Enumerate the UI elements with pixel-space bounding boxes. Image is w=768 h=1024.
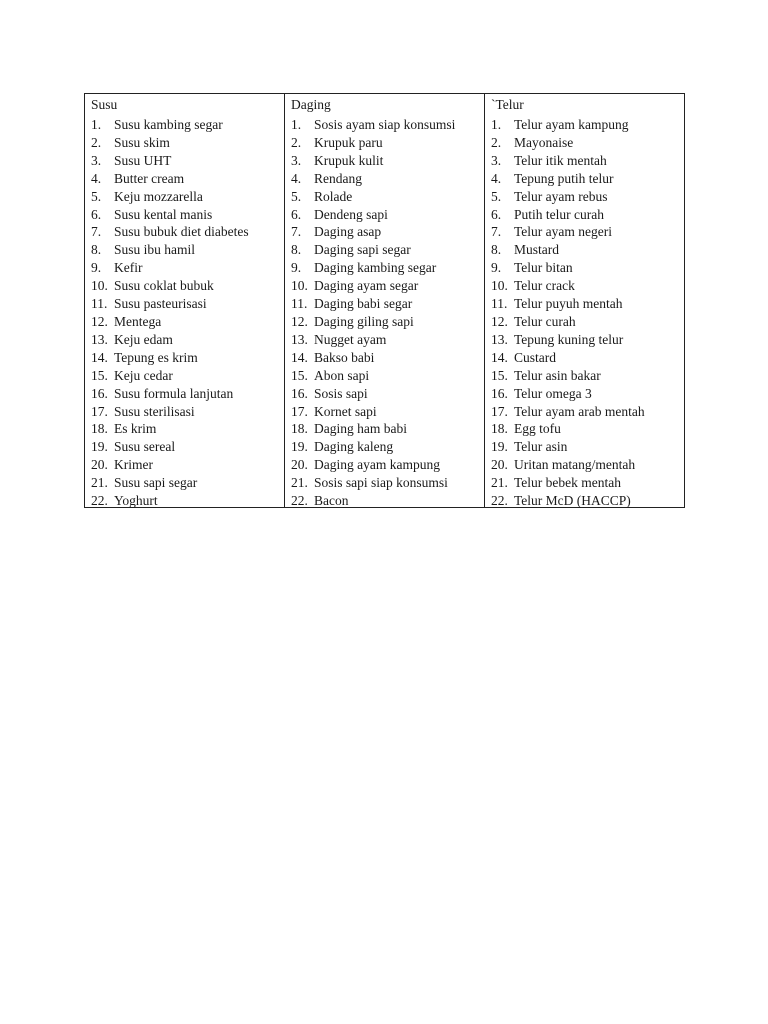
list-item-number: 15. <box>491 367 508 383</box>
list-item-text: Susu formula lanjutan <box>114 385 234 401</box>
list-item-text: Telur ayam negeri <box>514 224 613 240</box>
list-item-text: Nugget ayam <box>314 331 387 347</box>
column-susu <box>85 94 285 507</box>
list-item <box>291 474 484 492</box>
list-item <box>491 295 684 313</box>
list-susu <box>91 116 284 510</box>
list-item-number: 7. <box>91 224 102 240</box>
list-item <box>491 456 684 474</box>
list-item-text: Bakso babi <box>314 349 375 365</box>
list-item-number: 8. <box>491 242 502 258</box>
list-item-number: 17. <box>91 403 108 419</box>
list-item-number: 11. <box>91 296 108 312</box>
list-item <box>291 241 484 259</box>
list-item-number: 16. <box>291 385 308 401</box>
list-item-text: Egg tofu <box>514 421 561 437</box>
list-item-number: 4. <box>91 170 102 186</box>
list-item-number: 3. <box>91 152 102 168</box>
list-item-text: Uritan matang/mentah <box>514 457 636 473</box>
list-item-text: Daging ham babi <box>314 421 407 437</box>
list-item <box>491 188 684 206</box>
list-item <box>91 367 284 385</box>
list-item <box>91 206 284 224</box>
list-item-text: Telur itik mentah <box>514 152 607 168</box>
list-item <box>91 438 284 456</box>
list-item <box>291 331 484 349</box>
list-item-number: 19. <box>491 439 508 455</box>
list-item-text: Telur bitan <box>514 260 573 276</box>
list-item <box>291 385 484 403</box>
list-item-text: Susu sapi segar <box>114 475 198 491</box>
list-item-number: 20. <box>291 457 308 473</box>
list-item-number: 18. <box>491 421 508 437</box>
list-item <box>291 367 484 385</box>
list-item-text: Daging kaleng <box>314 439 394 455</box>
list-item-text: Krimer <box>114 457 153 473</box>
list-item <box>291 403 484 421</box>
list-item <box>91 241 284 259</box>
list-item-number: 5. <box>291 188 302 204</box>
list-item-text: Telur ayam arab mentah <box>514 403 645 419</box>
list-item-number: 16. <box>491 385 508 401</box>
list-item-text: Susu sereal <box>114 439 176 455</box>
list-item-text: Sosis sapi <box>314 385 368 401</box>
list-item-number: 2. <box>491 134 502 150</box>
list-item <box>91 295 284 313</box>
list-item-number: 14. <box>291 349 308 365</box>
list-item-text: Es krim <box>114 421 157 437</box>
list-item-number: 11. <box>291 296 308 312</box>
list-item-number: 8. <box>291 242 302 258</box>
list-item-text: Mustard <box>514 242 559 258</box>
list-item-text: Tepung kuning telur <box>514 331 624 347</box>
list-item <box>291 134 484 152</box>
list-item <box>91 385 284 403</box>
list-item-text: Susu bubuk diet diabetes <box>114 224 249 240</box>
list-item-number: 17. <box>291 403 308 419</box>
list-item <box>91 313 284 331</box>
list-item-number: 20. <box>91 457 108 473</box>
list-item-text: Krupuk kulit <box>314 152 384 168</box>
list-item-text: Susu sterilisasi <box>114 403 195 419</box>
list-item <box>91 420 284 438</box>
list-item-number: 12. <box>491 313 508 329</box>
list-item-text: Telur bebek mentah <box>514 475 622 491</box>
list-item <box>491 259 684 277</box>
list-item-text: Mentega <box>114 313 162 329</box>
list-item-number: 14. <box>91 349 108 365</box>
list-item-number: 13. <box>91 331 108 347</box>
list-item <box>291 456 484 474</box>
list-item-number: 8. <box>91 242 102 258</box>
list-item-text: Kornet sapi <box>314 403 377 419</box>
list-item <box>491 170 684 188</box>
list-item-text: Dendeng sapi <box>314 206 388 222</box>
list-item <box>291 438 484 456</box>
list-item-number: 3. <box>291 152 302 168</box>
list-item-text: Telur crack <box>514 278 575 294</box>
list-item <box>491 403 684 421</box>
list-item <box>491 116 684 134</box>
list-item <box>491 438 684 456</box>
list-item <box>491 223 684 241</box>
list-item-text: Telur omega 3 <box>514 385 592 401</box>
list-item-number: 18. <box>91 421 108 437</box>
column-header-daging: Daging <box>291 97 331 112</box>
list-item-text: Rolade <box>314 188 353 204</box>
list-item-text: Bacon <box>314 493 349 509</box>
list-item <box>91 116 284 134</box>
list-item-number: 10. <box>491 278 508 294</box>
list-item-text: Daging asap <box>314 224 382 240</box>
list-item <box>91 152 284 170</box>
list-item-text: Kefir <box>114 260 143 276</box>
list-item <box>91 188 284 206</box>
list-item-number: 2. <box>91 134 102 150</box>
list-item-number: 21. <box>491 475 508 491</box>
list-item <box>491 349 684 367</box>
list-item-text: Telur ayam rebus <box>514 188 608 204</box>
list-item-text: Putih telur curah <box>514 206 604 222</box>
list-item-text: Keju cedar <box>114 367 173 383</box>
list-item-text: Susu kambing segar <box>114 117 223 132</box>
list-item-number: 14. <box>491 349 508 365</box>
list-item-number: 4. <box>491 170 502 186</box>
list-item-text: Daging ayam kampung <box>314 457 440 473</box>
list-item-number: 17. <box>491 403 508 419</box>
list-item <box>491 367 684 385</box>
list-item <box>291 349 484 367</box>
list-item-number: 21. <box>291 475 308 491</box>
list-item-text: Susu UHT <box>114 152 172 168</box>
list-item-number: 6. <box>491 206 502 222</box>
list-item <box>291 313 484 331</box>
list-item-text: Daging babi segar <box>314 296 413 312</box>
list-item-text: Rendang <box>314 170 362 186</box>
list-daging <box>291 116 484 510</box>
list-item-number: 22. <box>491 493 508 509</box>
list-item-text: Sosis ayam siap konsumsi <box>314 117 456 132</box>
list-item-text: Susu ibu hamil <box>114 242 196 258</box>
list-item-text: Daging sapi segar <box>314 242 411 258</box>
list-item-number: 2. <box>291 134 302 150</box>
list-item-number: 6. <box>91 206 102 222</box>
column-header-susu: Susu <box>91 97 118 112</box>
list-item <box>91 170 284 188</box>
list-item <box>291 492 484 510</box>
list-item-text: Tepung es krim <box>114 349 198 365</box>
list-item <box>291 295 484 313</box>
column-daging <box>285 94 485 507</box>
list-item-number: 4. <box>291 170 302 186</box>
list-item <box>91 134 284 152</box>
list-item-text: Telur McD (HACCP) <box>514 493 631 509</box>
list-item <box>91 349 284 367</box>
list-item <box>491 152 684 170</box>
list-item-number: 19. <box>291 439 308 455</box>
list-item-text: Sosis sapi siap konsumsi <box>314 475 448 491</box>
list-item-number: 1. <box>91 117 102 132</box>
list-item-text: Telur ayam kampung <box>514 117 629 132</box>
list-item <box>291 206 484 224</box>
list-item <box>491 385 684 403</box>
list-item <box>91 403 284 421</box>
list-item-text: Keju edam <box>114 331 173 347</box>
list-item <box>91 331 284 349</box>
list-item-text: Yoghurt <box>114 493 158 509</box>
list-item <box>491 313 684 331</box>
list-item-number: 22. <box>291 493 308 509</box>
list-item-number: 16. <box>91 385 108 401</box>
list-item-text: Custard <box>514 349 556 365</box>
list-item-text: Butter cream <box>114 170 185 186</box>
list-item-number: 10. <box>91 278 108 294</box>
list-item-number: 9. <box>291 260 302 276</box>
list-item <box>291 188 484 206</box>
list-item-number: 15. <box>91 367 108 383</box>
list-item-number: 20. <box>491 457 508 473</box>
list-item <box>491 331 684 349</box>
list-item-number: 1. <box>491 117 502 132</box>
list-item-number: 5. <box>91 188 102 204</box>
list-item-text: Susu skim <box>114 134 170 150</box>
list-item-text: Susu coklat bubuk <box>114 278 214 294</box>
list-item-text: Telur asin bakar <box>514 367 601 383</box>
list-item-number: 9. <box>91 260 102 276</box>
list-item-text: Abon sapi <box>314 367 370 383</box>
column-header-telur: `Telur <box>491 97 524 112</box>
list-item-text: Daging kambing segar <box>314 260 437 276</box>
list-telur <box>491 116 684 510</box>
list-item-text: Mayonaise <box>514 134 574 150</box>
list-item <box>291 420 484 438</box>
list-item <box>91 259 284 277</box>
list-item-text: Daging giling sapi <box>314 313 414 329</box>
list-item <box>291 223 484 241</box>
list-item <box>491 134 684 152</box>
list-item <box>91 223 284 241</box>
list-item-number: 1. <box>291 117 302 132</box>
list-item-number: 10. <box>291 278 308 294</box>
column-telur <box>485 94 684 507</box>
list-item-text: Telur puyuh mentah <box>514 296 623 312</box>
list-item-number: 9. <box>491 260 502 276</box>
list-item-text: Krupuk paru <box>314 134 383 150</box>
list-item <box>91 492 284 510</box>
list-item <box>291 152 484 170</box>
list-item <box>291 170 484 188</box>
list-item <box>491 277 684 295</box>
list-item <box>491 206 684 224</box>
list-item <box>91 474 284 492</box>
list-item <box>291 277 484 295</box>
list-item-text: Telur asin <box>514 439 568 455</box>
list-item-text: Susu pasteurisasi <box>114 296 207 312</box>
list-item <box>291 116 484 134</box>
list-item-text: Tepung putih telur <box>514 170 614 186</box>
list-item-number: 6. <box>291 206 302 222</box>
list-item <box>491 420 684 438</box>
list-item-number: 13. <box>291 331 308 347</box>
list-item-text: Daging ayam segar <box>314 278 419 294</box>
list-item-number: 7. <box>291 224 302 240</box>
list-item-number: 12. <box>91 313 108 329</box>
list-item <box>491 241 684 259</box>
list-item-number: 15. <box>291 367 308 383</box>
list-item-number: 3. <box>491 152 502 168</box>
list-item <box>491 492 684 510</box>
list-item-number: 12. <box>291 313 308 329</box>
list-item-number: 7. <box>491 224 502 240</box>
list-item <box>491 474 684 492</box>
list-item-number: 11. <box>491 296 508 312</box>
list-item-number: 22. <box>91 493 108 509</box>
list-item-number: 5. <box>491 188 502 204</box>
list-item-number: 21. <box>91 475 108 491</box>
list-item-text: Telur curah <box>514 313 576 329</box>
list-item <box>91 456 284 474</box>
product-category-table <box>84 93 685 508</box>
list-item-number: 19. <box>91 439 108 455</box>
list-item <box>291 259 484 277</box>
list-item-number: 13. <box>491 331 508 347</box>
list-item <box>91 277 284 295</box>
list-item-text: Keju mozzarella <box>114 188 203 204</box>
list-item-text: Susu kental manis <box>114 206 213 222</box>
list-item-number: 18. <box>291 421 308 437</box>
